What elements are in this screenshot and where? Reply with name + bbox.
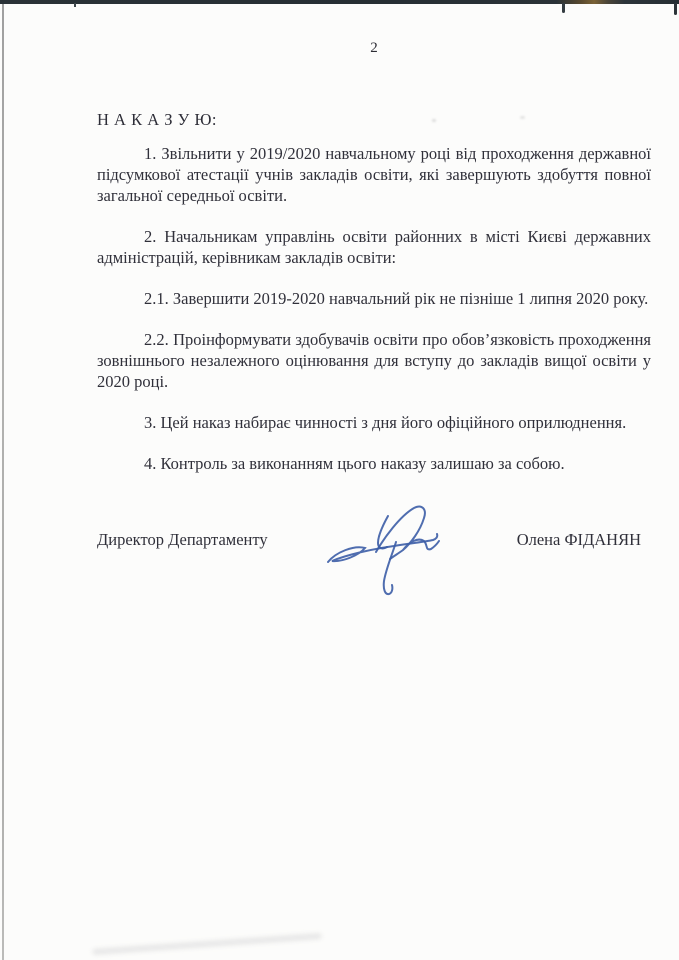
scan-artifact bbox=[562, 3, 565, 13]
scan-edge-left bbox=[2, 4, 4, 960]
signature-stroke bbox=[376, 507, 439, 559]
scan-speck bbox=[432, 119, 436, 122]
paragraph-4: 4. Контроль за виконанням цього наказу залишаю за собою. bbox=[144, 454, 565, 473]
scan-artifact bbox=[674, 3, 677, 15]
order-body bbox=[97, 143, 651, 494]
paragraph-3: 3. Цей наказ набирає чинності з дня його офіційного оприлюднення. bbox=[144, 413, 627, 432]
scan-artifact bbox=[74, 3, 76, 7]
paragraph-2-2: 2.2. Проінформувати здобувачів освіти про обов’язковість проходження зовнішнього незалежного оцінювання для вступу до закладів вищої освіти у 2020 році. bbox=[97, 330, 651, 391]
signer-name: Олена ФІДАНЯН bbox=[516, 530, 641, 549]
scan-speck bbox=[520, 116, 525, 119]
paragraph-2-1: 2.1. Завершити 2019-2020 навчальний рік не пізніше 1 липня 2020 року. bbox=[144, 289, 649, 308]
paragraph-2: 2. Начальникам управлінь освіти районних в місті Києві державних адміністрацій, керівникам закладів освіти: bbox=[97, 227, 651, 267]
order-heading: Н А К А З У Ю: bbox=[97, 110, 217, 129]
scan-smudge bbox=[92, 933, 322, 955]
paragraph-1: 1. Звільнити у 2019/2020 навчальному році від проходження державної підсумкової атестації учнів закладів освіти, які завершують здобуття повної загальної середньої освіти. bbox=[97, 144, 651, 205]
page-number: 2 bbox=[370, 40, 378, 56]
signer-role: Директор Департаменту bbox=[97, 530, 268, 549]
handwritten-signature bbox=[320, 492, 472, 608]
scan-edge-top bbox=[0, 0, 679, 4]
